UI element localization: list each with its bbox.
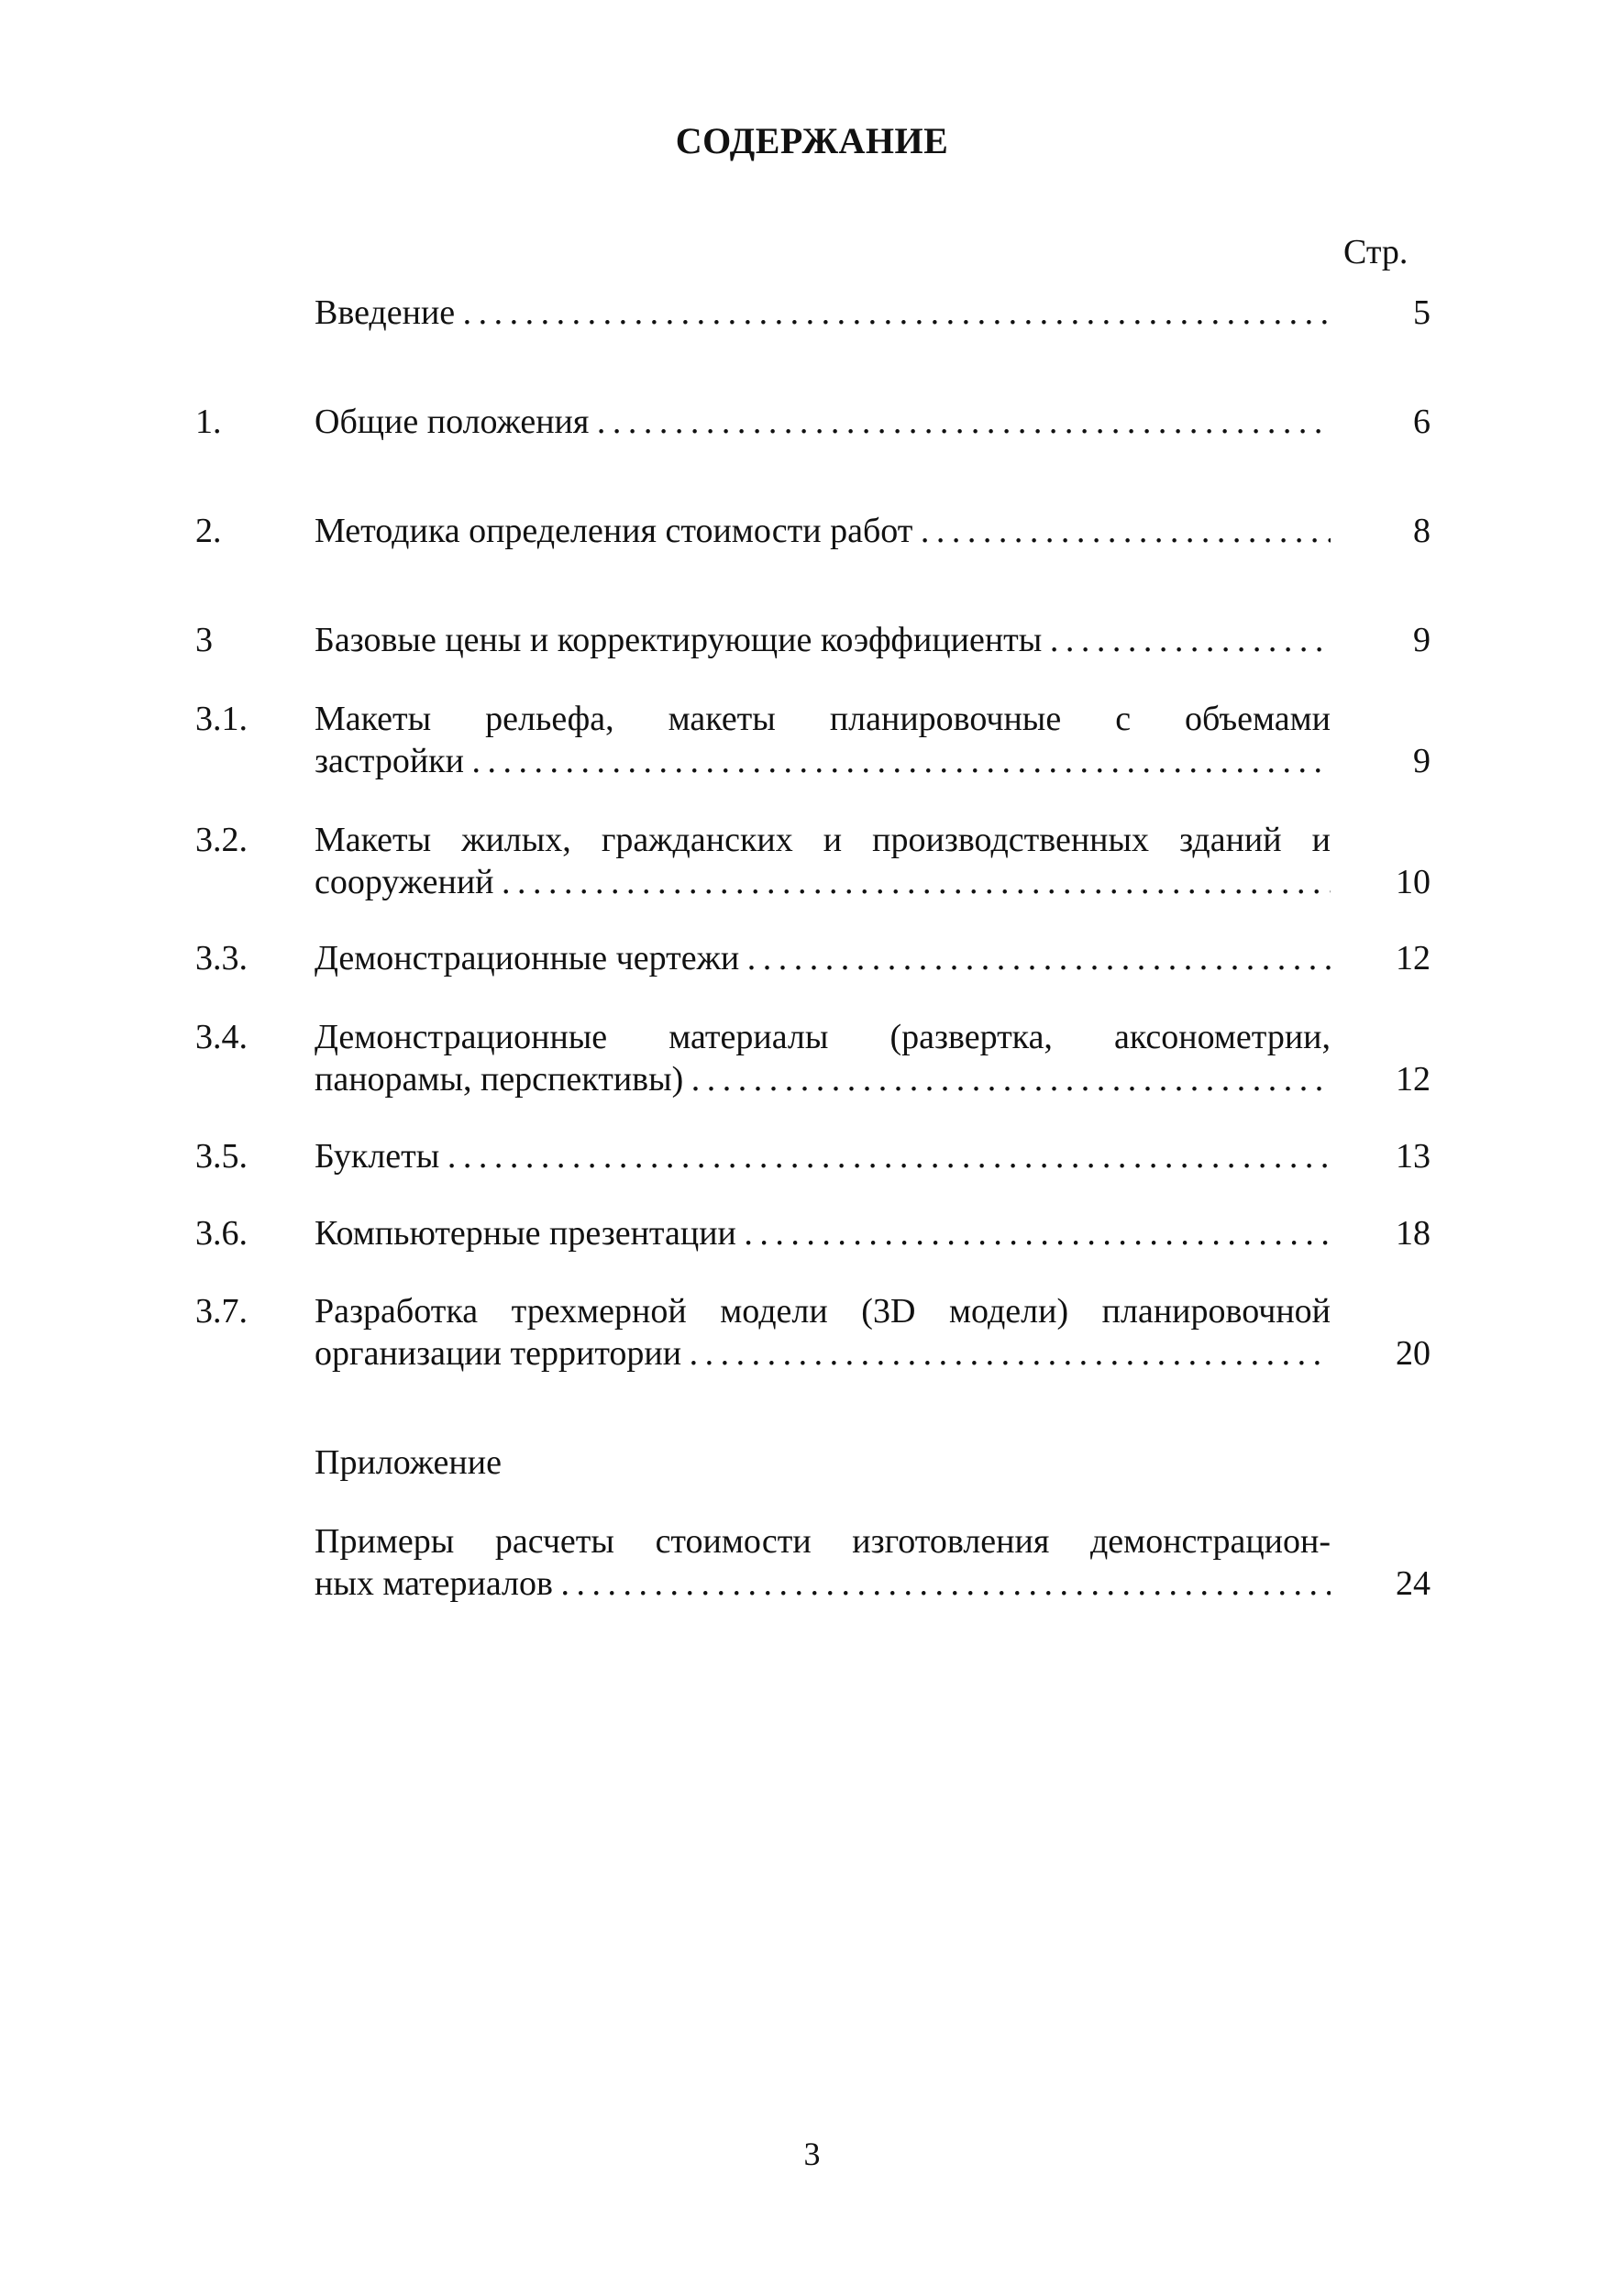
toc-entry-title-line-1: Макеты рельефа, макеты планировочные с объемами	[315, 700, 1331, 738]
toc-entry-page: 20	[1396, 1334, 1431, 1373]
toc-entry-page: 10	[1396, 863, 1431, 901]
document-title: СОДЕРЖАНИЕ	[675, 120, 949, 161]
toc-entry-title-line-1: Разработка трехмерной модели (3D модели) планировочной	[315, 1292, 1331, 1331]
toc-entry-page: 8	[1413, 512, 1431, 550]
toc-entry-page: 12	[1396, 1060, 1431, 1099]
toc-entry-title: Введение . . .	[315, 292, 1331, 334]
toc-entry-number: 3.4.	[195, 1018, 248, 1056]
toc-entry-number: 1.	[195, 403, 222, 441]
toc-entry-title	[315, 819, 1331, 903]
toc-entry-title: Базовые цены и корректирующие коэффициенты . . .	[315, 619, 1331, 661]
toc-entry-title-line-2: панорамы, перспективы) . . .	[315, 1058, 1331, 1100]
toc-entry-number: 3.1.	[195, 700, 248, 738]
toc-entry-title-line-2: ных материалов . . .	[315, 1563, 1331, 1605]
toc-entry-title: Компьютерные презентации . . .	[315, 1212, 1331, 1254]
toc-entry-number: 3.2.	[195, 821, 248, 859]
toc-entry-title-line-2: организации территории . . .	[315, 1332, 1331, 1375]
toc-entry-title-line-1: Демонстрационные материалы (развертка, аксонометрии,	[315, 1018, 1331, 1056]
toc-entry-title-line-1: Макеты жилых, гражданских и производственных зданий и	[315, 821, 1331, 859]
toc-entry-page: 18	[1396, 1214, 1431, 1253]
toc-entry-page: 6	[1413, 403, 1431, 441]
toc-entry-page: 12	[1396, 939, 1431, 977]
toc-entry-title-line-2: сооружений . . .	[315, 861, 1331, 903]
toc-entry-page: 5	[1413, 293, 1431, 332]
toc-entry-number: 2.	[195, 512, 222, 550]
toc-entry-title	[315, 1520, 1331, 1605]
toc-entry-title: Буклеты . . .	[315, 1135, 1331, 1177]
toc-entry-number: 3.6.	[195, 1214, 248, 1253]
toc-entry-title-line-2: застройки . . .	[315, 740, 1331, 782]
toc-entry-number: 3	[195, 621, 213, 659]
appendix-heading: Приложение	[315, 1443, 502, 1482]
page-number: 3	[803, 2136, 821, 2172]
toc-entry-title: Методика определения стоимости работ . . .	[315, 510, 1331, 552]
toc-entry-title	[315, 698, 1331, 782]
toc-entry-title: Общие положения . . .	[315, 401, 1331, 443]
toc-entry-number: 3.3.	[195, 939, 248, 977]
toc-entry-page: 9	[1413, 621, 1431, 659]
toc-entry-title	[315, 1290, 1331, 1375]
toc-entry-page: 13	[1396, 1137, 1431, 1176]
toc-entry-title	[315, 1016, 1331, 1100]
toc-entry-number: 3.5.	[195, 1137, 248, 1176]
toc-entry-page: 9	[1413, 742, 1431, 780]
toc-entry-page: 24	[1396, 1564, 1431, 1603]
toc-entry-title: Демонстрационные чертежи . . .	[315, 937, 1331, 979]
toc-entry-number: 3.7.	[195, 1292, 248, 1331]
toc-entry-title-line-1: Примеры расчеты стоимости изготовления демонстрацион-	[315, 1522, 1331, 1561]
page-column-label: Стр.	[1343, 233, 1409, 271]
